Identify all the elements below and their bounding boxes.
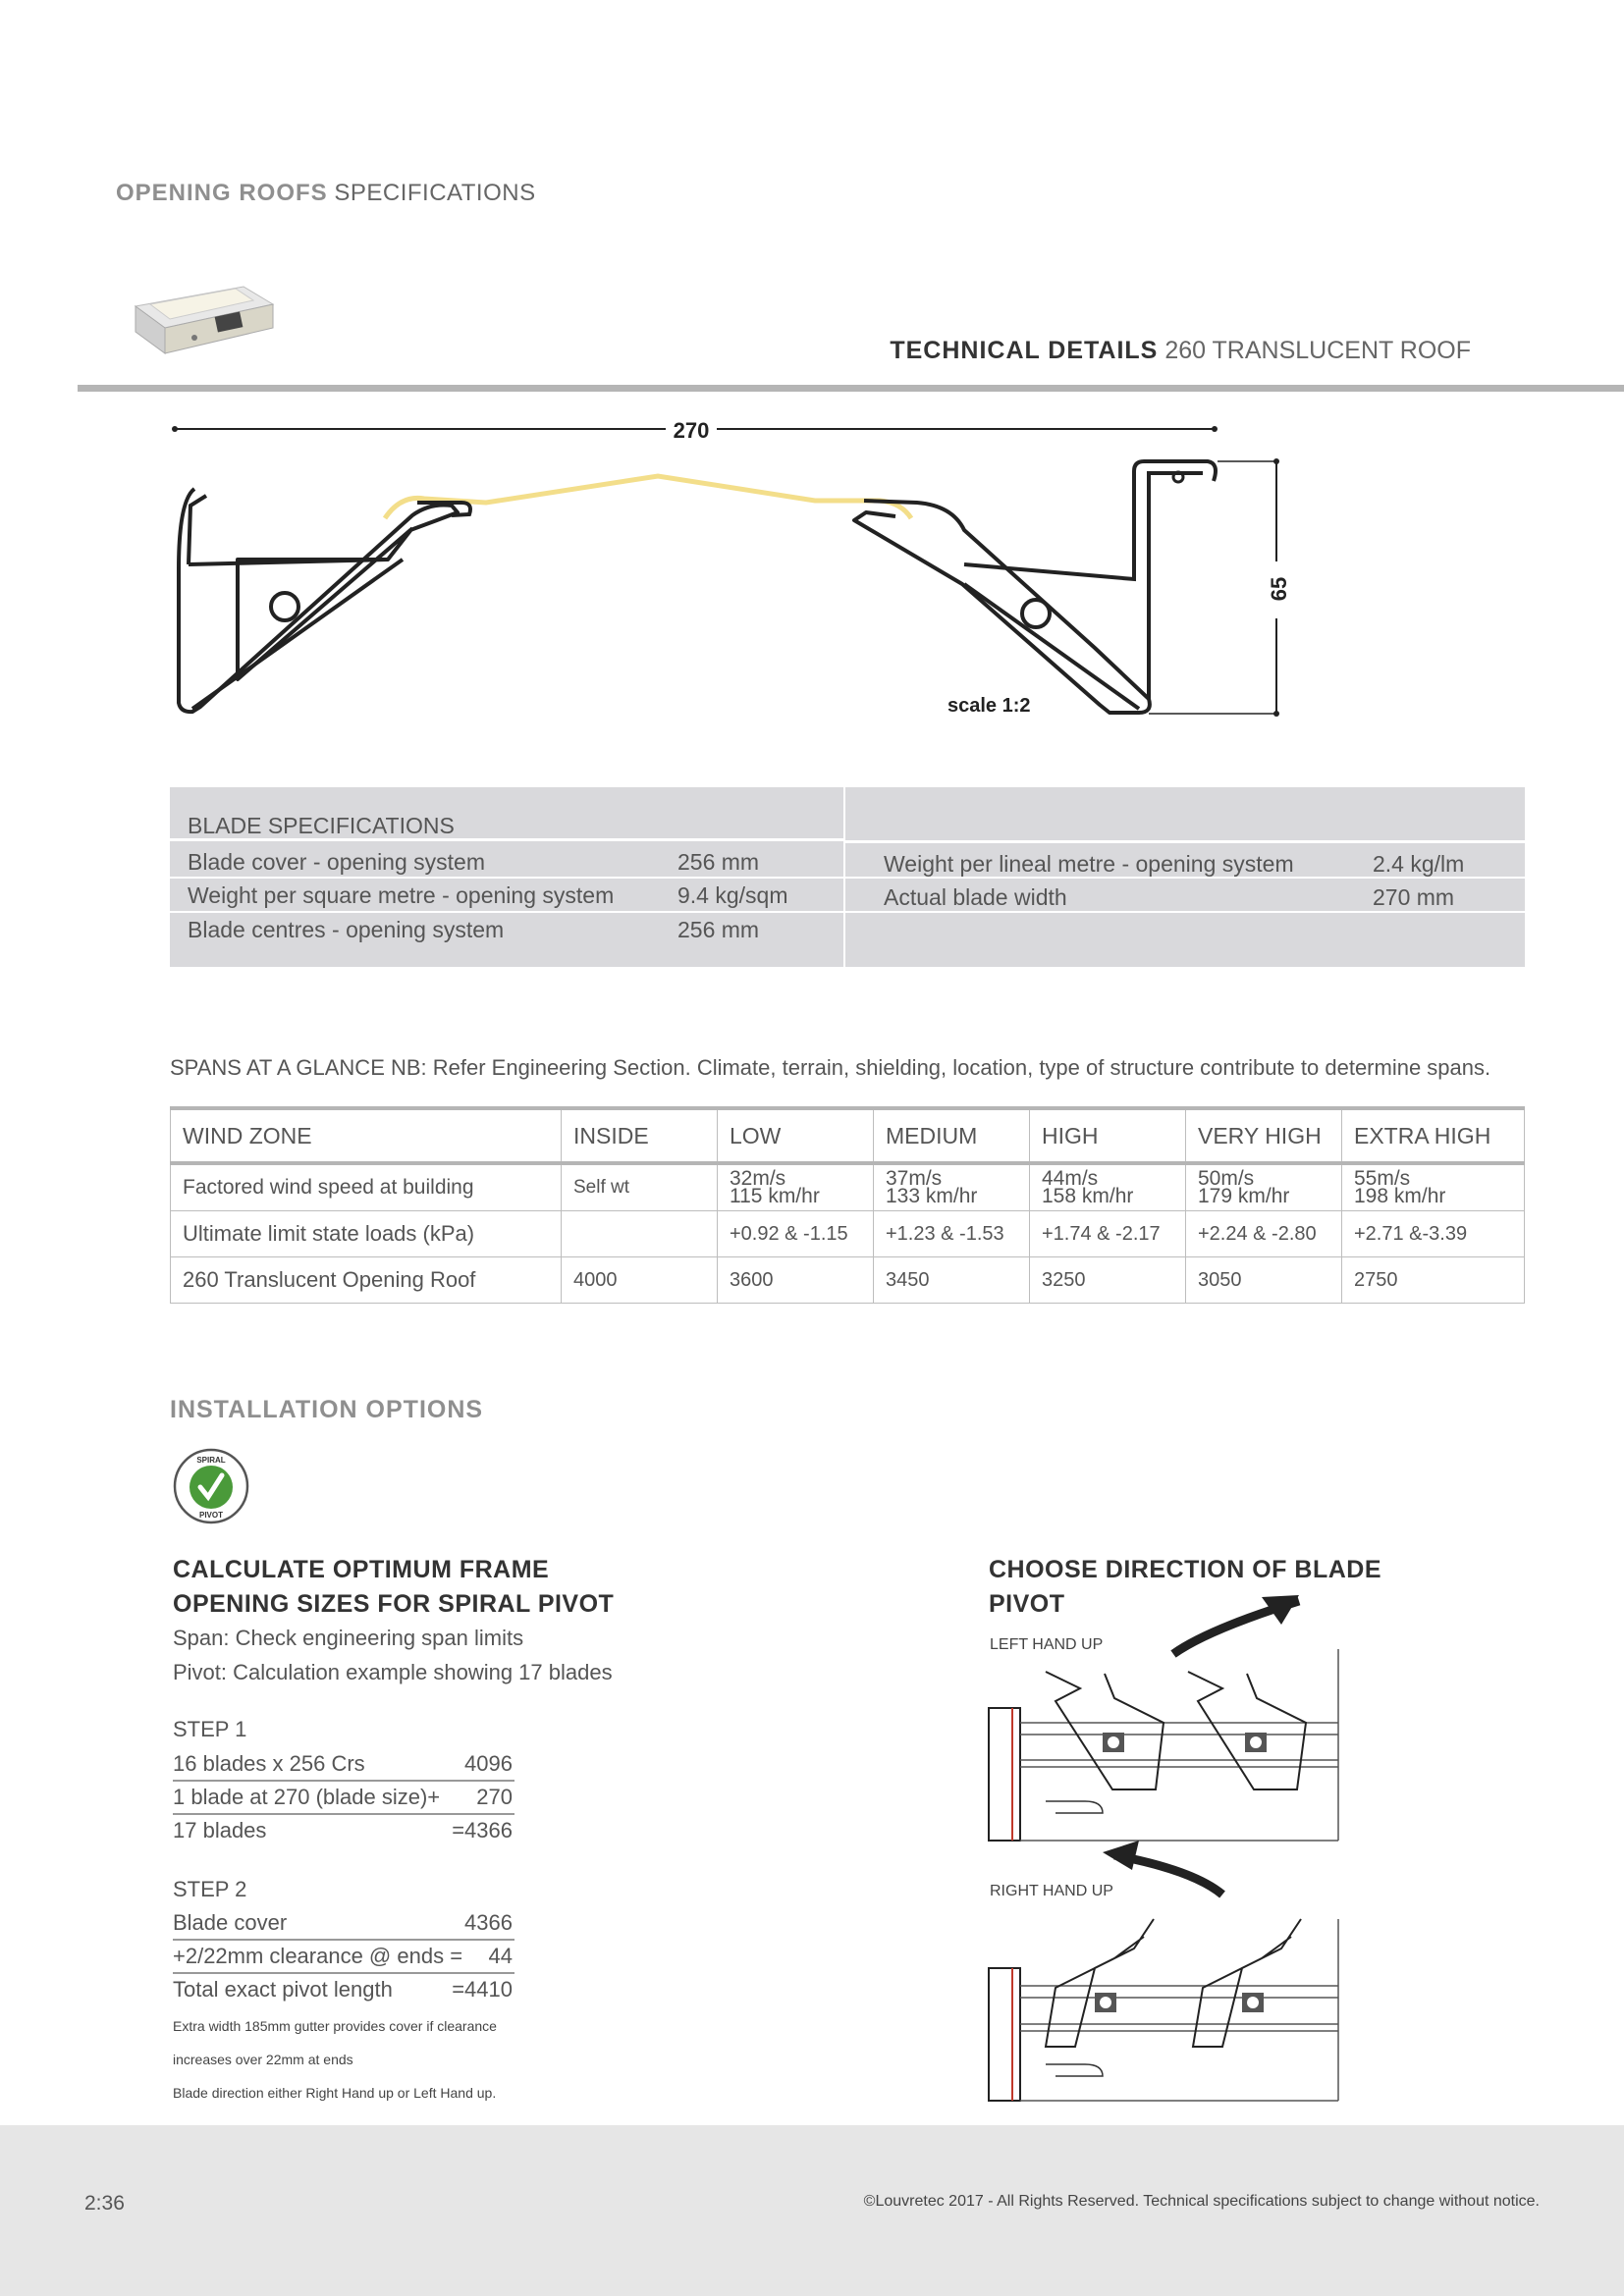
left-hand-up-diagram <box>987 1595 1360 1845</box>
spec-rule <box>170 911 1525 913</box>
step1-title: STEP 1 <box>173 1717 247 1741</box>
section-header <box>116 180 536 207</box>
calculate-title-line1: CALCULATE OPTIMUM FRAME <box>173 1556 550 1583</box>
spec-label: Blade cover - opening system <box>188 849 485 875</box>
table-cell: 3600 <box>718 1257 874 1304</box>
table-row <box>171 1163 1525 1211</box>
speed-kmh: 115 km/hr <box>730 1185 820 1207</box>
calculate-title <box>173 1553 703 1622</box>
calculate-title-line2: OPENING SIZES FOR SPIRAL PIVOT <box>173 1590 615 1618</box>
table-header: VERY HIGH <box>1186 1108 1342 1163</box>
pivot-text: Pivot: Calculation example showing 17 blades <box>173 1660 613 1684</box>
table-row <box>171 1211 1525 1257</box>
step-rule <box>173 1972 514 1974</box>
spec-rule <box>170 877 1525 879</box>
row-label: Ultimate limit state loads (kPa) <box>171 1211 562 1257</box>
step-row-value: 4366 <box>464 1910 513 1935</box>
spec-value: 9.4 kg/sqm <box>677 882 788 908</box>
speed-kmh: 133 km/hr <box>886 1185 978 1207</box>
spec-label: Weight per square metre - opening system <box>188 882 615 908</box>
table-cell <box>874 1163 1030 1211</box>
spec-label: Weight per lineal metre - opening system <box>884 851 1294 877</box>
spiral-pivot-badge <box>173 1448 249 1524</box>
spec-label: Actual blade width <box>884 884 1067 910</box>
span-text: Span: Check engineering span limits <box>173 1626 524 1650</box>
spec-value: 2.4 kg/lm <box>1373 851 1465 877</box>
table-cell <box>1342 1163 1525 1211</box>
table-cell: +1.74 & -2.17 <box>1030 1211 1186 1257</box>
step-row-value: =4410 <box>452 1977 513 2002</box>
table-cell: +2.71 &-3.39 <box>1342 1211 1525 1257</box>
product-thumbnail <box>126 267 278 355</box>
step-row-label: Blade cover <box>173 1910 288 1935</box>
row-label: Factored wind speed at building <box>171 1163 562 1211</box>
table-header-row <box>171 1108 1525 1163</box>
calc-note: increases over 22mm at ends <box>173 2052 353 2067</box>
step-rule <box>173 1780 514 1782</box>
step-row-label: 17 blades <box>173 1818 267 1842</box>
table-cell <box>1030 1163 1186 1211</box>
speed-ms: 32m/s <box>730 1167 786 1190</box>
direction-title-line1: CHOOSE DIRECTION OF BLADE <box>989 1556 1382 1583</box>
table-cell: +2.24 & -2.80 <box>1186 1211 1342 1257</box>
installation-title: INSTALLATION OPTIONS <box>170 1396 484 1423</box>
row-label: 260 Translucent Opening Roof <box>171 1257 562 1304</box>
spans-table <box>170 1106 1525 1304</box>
speed-kmh: 158 km/hr <box>1042 1185 1134 1207</box>
height-dimension-label: 65 <box>1267 576 1291 602</box>
step2-title: STEP 2 <box>173 1877 247 1901</box>
table-cell: +0.92 & -1.15 <box>718 1211 874 1257</box>
spans-title: SPANS AT A GLANCE NB: Refer Engineering Section. Climate, terrain, shielding, location, type of structure contribute to determine spans. <box>170 1055 1491 1080</box>
table-header: HIGH <box>1030 1108 1186 1163</box>
step-row-value: 44 <box>488 1944 513 1968</box>
page-number: 2:36 <box>84 2192 125 2215</box>
tech-title-bold: TECHNICAL DETAILS <box>890 337 1159 364</box>
badge-top-text: SPIRAL <box>196 1456 226 1465</box>
table-cell: +1.23 & -1.53 <box>874 1211 1030 1257</box>
footer-band <box>0 2125 1624 2296</box>
calc-note: Extra width 185mm gutter provides cover if clearance <box>173 2018 497 2034</box>
speed-ms: 44m/s <box>1042 1167 1099 1190</box>
header-divider <box>78 385 1624 392</box>
table-cell <box>562 1211 718 1257</box>
table-cell: 3050 <box>1186 1257 1342 1304</box>
table-cell <box>1186 1163 1342 1211</box>
table-row <box>171 1257 1525 1304</box>
tech-title-rest: 260 TRANSLUCENT ROOF <box>1164 337 1471 364</box>
step-rule <box>173 1813 514 1815</box>
spec-value: 256 mm <box>677 917 760 942</box>
spec-value: 270 mm <box>1373 884 1455 910</box>
spec-label: Blade centres - opening system <box>188 917 505 942</box>
width-dimension-label: 270 <box>673 418 710 443</box>
blade-specs-heading: BLADE SPECIFICATIONS <box>188 813 455 838</box>
table-cell <box>718 1163 874 1211</box>
step-row-label: Total exact pivot length <box>173 1977 393 2002</box>
step-row-label: 1 blade at 270 (blade size)+ <box>173 1785 441 1809</box>
step-row-label: +2/22mm clearance @ ends = <box>173 1944 463 1968</box>
table-header: WIND ZONE <box>171 1108 562 1163</box>
copyright-text: ©Louvretec 2017 - All Rights Reserved. Technical specifications subject to change without notice. <box>863 2193 1540 2210</box>
left-hand-up-label: LEFT HAND UP <box>990 1636 1104 1653</box>
speed-kmh: 198 km/hr <box>1354 1185 1446 1207</box>
technical-details-title <box>890 337 1471 365</box>
section-header-rest: SPECIFICATIONS <box>334 180 536 206</box>
speed-ms: 50m/s <box>1198 1167 1255 1190</box>
table-cell: Self wt <box>562 1163 718 1211</box>
table-header: LOW <box>718 1108 874 1163</box>
table-cell: 3450 <box>874 1257 1030 1304</box>
direction-title-line2: PIVOT <box>989 1590 1065 1618</box>
table-cell: 3250 <box>1030 1257 1186 1304</box>
table-header: MEDIUM <box>874 1108 1030 1163</box>
step-row-value: 270 <box>476 1785 513 1809</box>
step-row-value: =4366 <box>452 1818 513 1842</box>
step-row-label: 16 blades x 256 Crs <box>173 1751 365 1776</box>
step-row-value: 4096 <box>464 1751 513 1776</box>
badge-bottom-text: PIVOT <box>198 1511 224 1520</box>
table-cell: 4000 <box>562 1257 718 1304</box>
speed-kmh: 179 km/hr <box>1198 1185 1290 1207</box>
spec-value: 256 mm <box>677 849 760 875</box>
table-header: INSIDE <box>562 1108 718 1163</box>
table-cell: 2750 <box>1342 1257 1525 1304</box>
right-hand-up-label: RIGHT HAND UP <box>990 1883 1113 1899</box>
blade-profile-drawing <box>167 412 1296 726</box>
calc-note: Blade direction either Right Hand up or Left Hand up. <box>173 2085 497 2101</box>
table-header: EXTRA HIGH <box>1342 1108 1525 1163</box>
right-hand-up-diagram <box>987 1841 1360 2106</box>
section-header-bold: OPENING ROOFS <box>116 180 328 206</box>
spec-rule <box>845 840 1525 843</box>
scale-label: scale 1:2 <box>947 695 1031 717</box>
speed-ms: 37m/s <box>886 1167 943 1190</box>
step-rule <box>173 1939 514 1941</box>
speed-ms: 55m/s <box>1354 1167 1411 1190</box>
